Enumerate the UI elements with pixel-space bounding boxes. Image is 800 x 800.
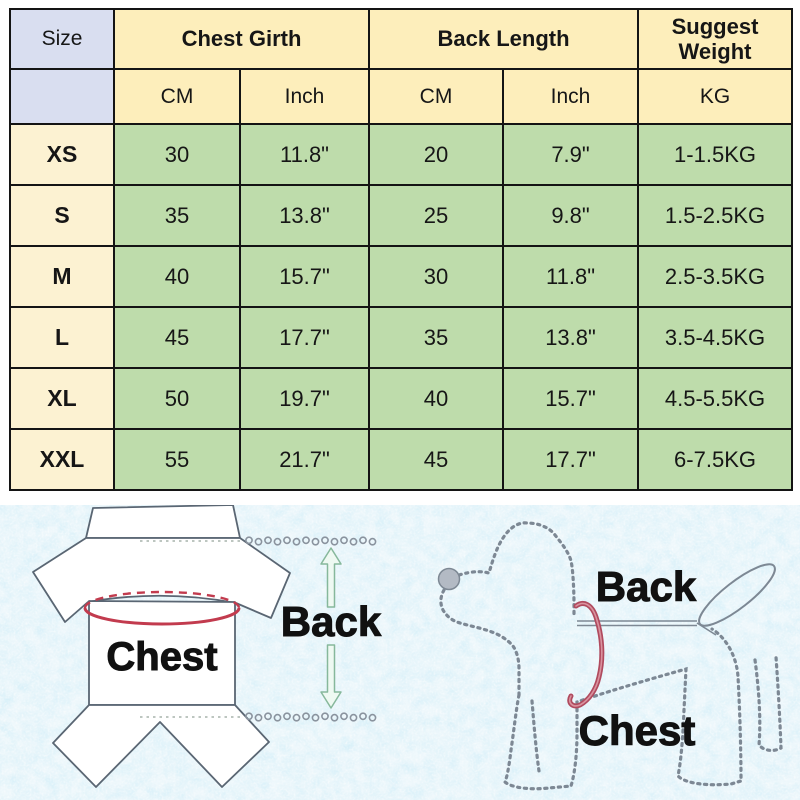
size-row-xl	[10, 368, 792, 429]
size-row-l	[10, 307, 792, 368]
dog-back-label: Back	[595, 563, 697, 610]
weight-kg-subheader: KG	[638, 69, 792, 124]
size-cell-xl: XL	[10, 368, 114, 429]
table-cell: 9.8"	[503, 185, 638, 246]
table-cell: 21.7"	[240, 429, 369, 490]
chest-cm-subheader: CM	[114, 69, 240, 124]
table-cell: 3.5-4.5KG	[638, 307, 792, 368]
table-cell: 17.7"	[503, 429, 638, 490]
garment-back-label: Back	[280, 598, 382, 645]
garment-collar	[86, 505, 240, 538]
dog-chest-label: Chest	[578, 707, 696, 754]
table-cell: 15.7"	[240, 246, 369, 307]
size-row-xs	[10, 124, 792, 185]
table-cell: 25	[369, 185, 503, 246]
chest-girth-header: Chest Girth	[114, 9, 369, 69]
size-chart	[9, 8, 791, 491]
size-row-m	[10, 246, 792, 307]
table-cell: 13.8"	[503, 307, 638, 368]
table-cell: 11.8"	[503, 246, 638, 307]
back-inch-subheader: Inch	[503, 69, 638, 124]
size-column-header: Size	[10, 9, 114, 69]
table-cell: 17.7"	[240, 307, 369, 368]
table-cell: 35	[369, 307, 503, 368]
table-cell: 35	[114, 185, 240, 246]
dog-nose	[439, 569, 460, 590]
table-cell: 30	[369, 246, 503, 307]
table-cell: 30	[114, 124, 240, 185]
table-cell: 19.7"	[240, 368, 369, 429]
table-cell: 45	[114, 307, 240, 368]
table-cell: 1-1.5KG	[638, 124, 792, 185]
table-cell: 20	[369, 124, 503, 185]
table-cell: 50	[114, 368, 240, 429]
table-cell: 55	[114, 429, 240, 490]
table-cell: 4.5-5.5KG	[638, 368, 792, 429]
size-row-s	[10, 185, 792, 246]
garment-chest-label: Chest	[106, 635, 218, 679]
table-cell: 40	[114, 246, 240, 307]
table-cell: 13.8"	[240, 185, 369, 246]
table-cell: 2.5-3.5KG	[638, 246, 792, 307]
size-cell-xs: XS	[10, 124, 114, 185]
size-cell-l: L	[10, 307, 114, 368]
size-cell-m: M	[10, 246, 114, 307]
back-cm-subheader: CM	[369, 69, 503, 124]
suggest-weight-header: Suggest Weight	[638, 9, 792, 69]
back-length-header: Back Length	[369, 9, 638, 69]
size-cell-xxl: XXL	[10, 429, 114, 490]
measurement-illustration	[0, 505, 800, 800]
table-cell: 45	[369, 429, 503, 490]
size-chart-table	[9, 8, 793, 491]
table-cell: 40	[369, 368, 503, 429]
empty-corner-cell	[10, 69, 114, 124]
size-row-xxl	[10, 429, 792, 490]
table-cell: 6-7.5KG	[638, 429, 792, 490]
table-cell: 11.8"	[240, 124, 369, 185]
size-cell-s: S	[10, 185, 114, 246]
table-cell: 15.7"	[503, 368, 638, 429]
chest-inch-subheader: Inch	[240, 69, 369, 124]
table-cell: 1.5-2.5KG	[638, 185, 792, 246]
table-cell: 7.9"	[503, 124, 638, 185]
